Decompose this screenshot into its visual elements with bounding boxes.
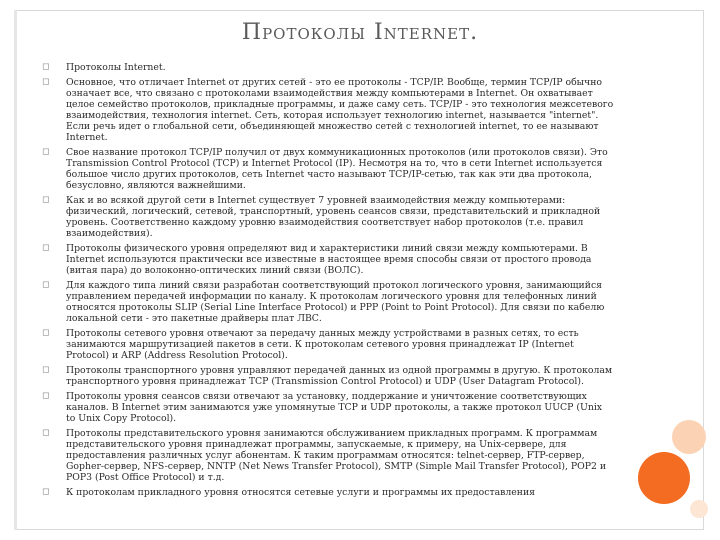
list-item-text: Протоколы транспортного уровня управляют передачей данных из одной программы в другую. К протоколам транспортного уровня принадлежат TCP (Transmission Control Protocol) и UDP (User Datagram Protocol). (66, 365, 613, 387)
slide-title: Протоколы Internet. (241, 20, 479, 45)
list-item (42, 62, 614, 73)
left-rail (14, 10, 17, 530)
list-item (42, 487, 614, 498)
bullet-icon: ◻ (42, 243, 50, 253)
list-item-text: Основное, что отличает Internet от других сетей - это ее протоколы - TCP/IP. Вообще, термин TCP/IP обычно означает все, что связано с протоколами взаимодействия между компьютерами в Internet. Он охватывает целое семейство протоколов, прикладные программы, и даже саму сеть. TCP/IP - это технология межсетевого взаимодействия, технология internet. Сеть, которая использует технологию internet, называется "internet". Если речь идет о глобальной сети, объединяющей множество сетей с технологией internet, то ее называют Internet. (66, 77, 614, 143)
bullet-icon: ◻ (42, 428, 50, 438)
list-item-text: Как и во всякой другой сети в Internet существует 7 уровней взаимодействия между компьютерами: физический, логический, сетевой, транспортный, уровень сеансов связи, представительский и прикладной уровень. Соответственно каждому уровню взаимодействия соответствует набор протоколов (т.е. правил взаимодействия). (66, 195, 601, 239)
decor-circle-orange (638, 452, 690, 504)
list-item (42, 391, 614, 424)
list-item-text: Протоколы сетевого уровня отвечают за передачу данных между устройствами в разных сетях, то есть занимаются маршрутизацией пакетов в сети. К протоколам сетевого уровня принадлежат IP (Internet Protocol) и ARP (Address Resolution Protocol). (66, 328, 579, 361)
list-item (42, 243, 614, 276)
list-item (42, 147, 614, 191)
list-item (42, 280, 614, 324)
list-item-text: Протоколы уровня сеансов связи отвечают за установку, поддержание и уничтожение соответствующих каналов. В Internet этим занимаются уже упомянутые TCP и UDP протоколы, а также протокол UUCP (Unix to Unix Copy Protocol). (66, 391, 603, 424)
bullet-icon: ◻ (42, 147, 50, 157)
list-item-text: К протоколам прикладного уровня относятся сетевые услуги и программы их предоставления (66, 487, 536, 498)
list-item-text: Для каждого типа линий связи разработан соответствующий протокол логического уровня, занимающийся управлением передачей информации по каналу. К протоколам логического уровня для телефонных линий относятся протоколы SLIP (Serial Line Interface Protocol) и PPP (Point to Point Protocol). Для связи по кабелю локальной сети - это пакетные драйверы плат ЛВС. (66, 280, 605, 324)
bullet-icon: ◻ (42, 391, 50, 401)
list-item-text: Протоколы физического уровня определяют вид и характеристики линий связи между компьютерами. В Internet используются практически все известные в настоящее время способы связи от простого провода (витая пара) до волоконно-оптических линий связи (ВОЛС). (66, 243, 592, 276)
list-item (42, 365, 614, 387)
bullet-icon: ◻ (42, 77, 50, 87)
list-item-text: Протоколы представительского уровня занимаются обслуживанием прикладных программ. К программам представительского уровня принадлежат программы, запускаемые, к примеру, на Unix-сервере, для предоставления различных услуг абонентам. К таким программам относятся: telnet-сервер, FTP-сервер, Gopher-сервер, NFS-сервер, NNTP (Net News Transfer Protocol), SMTP (Simple Mail Transfer Protocol), POP2 и POP3 (Post Office Protocol) и т.д. (66, 428, 607, 483)
bullet-icon: ◻ (42, 487, 50, 497)
list-item (42, 77, 614, 143)
bullet-list (42, 62, 614, 502)
list-item-text: Свое название протокол TCP/IP получил от двух коммуникационных протоколов (или протоколов связи). Это Transmission Control Protocol (TCP) и Internet Protocol (IP). Несмотря на то, что в сети Internet используется большое число других протоколов, сеть Internet часто называют TCP/IP-сетью, так как эти два протокола, безусловно, являются важнейшими. (66, 147, 608, 191)
list-item (42, 428, 614, 483)
bullet-icon: ◻ (42, 195, 50, 205)
bullet-icon: ◻ (42, 280, 50, 290)
bullet-icon: ◻ (42, 328, 50, 338)
decor-circle-small (690, 500, 708, 518)
bullet-icon: ◻ (42, 62, 50, 72)
bullet-icon: ◻ (42, 365, 50, 375)
decor-circle-light (672, 420, 706, 454)
list-item (42, 328, 614, 361)
list-item-text: Протоколы Internet. (66, 62, 166, 73)
list-item (42, 195, 614, 239)
